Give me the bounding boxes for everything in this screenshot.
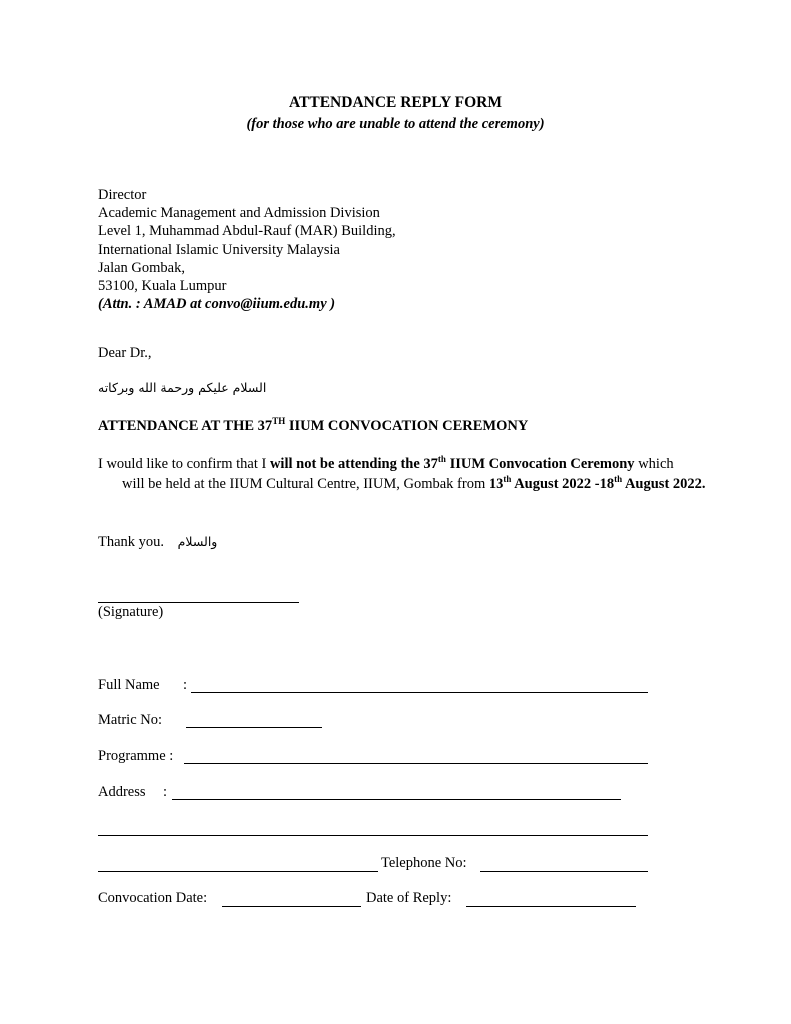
address-line: Director — [98, 187, 147, 203]
section-heading: ATTENDANCE AT THE 37TH IIUM CONVOCATION CEREMONY — [98, 416, 529, 434]
address-field-line-2[interactable] — [98, 835, 648, 836]
confirmation-paragraph — [98, 454, 706, 494]
arabic-closing: والسلام — [177, 534, 218, 549]
address-field-line-1[interactable] — [172, 799, 621, 800]
address-line: Academic Management and Admission Division — [98, 205, 380, 222]
address-line: International Islamic University Malaysia — [98, 241, 340, 258]
form-title: ATTENDANCE REPLY FORM — [289, 94, 502, 111]
address-label: Address — [98, 784, 146, 800]
salutation: Dear Dr., — [98, 345, 152, 361]
telephone-field[interactable] — [480, 871, 648, 872]
address-line: Level 1, Muhammad Abdul-Rauf (MAR) Building, — [98, 223, 396, 240]
convocation-date-field[interactable] — [222, 906, 361, 907]
full-name-colon: : — [183, 677, 188, 693]
convocation-date-label: Convocation Date: — [98, 890, 208, 906]
signature-line[interactable] — [98, 602, 299, 603]
telephone-label: Telephone No: — [381, 855, 467, 871]
date-of-reply-field[interactable] — [466, 906, 636, 907]
address-line: 53100, Kuala Lumpur — [98, 278, 227, 295]
full-name-field[interactable] — [191, 692, 648, 693]
full-name-label: Full Name — [98, 677, 160, 693]
programme-label: Programme : — [98, 748, 174, 764]
paragraph-line-1: I would like to confirm that I will not be attending the 37th IIUM Convocation Ceremony which — [98, 454, 674, 472]
signature-label: (Signature) — [98, 604, 164, 620]
address-colon: : — [163, 784, 168, 800]
address-line: Jalan Gombak, — [98, 259, 185, 276]
address-field-line-3[interactable] — [98, 871, 378, 872]
paragraph-line-2: will be held at the IIUM Cultural Centre, IIUM, Gombak from 13th August 2022 -18th August 2022. — [122, 474, 706, 492]
matric-field[interactable] — [186, 727, 322, 728]
arabic-greeting: السلام عليكم ورحمة الله وبركاته — [98, 380, 267, 395]
thank-you: Thank you. والسلام — [98, 534, 218, 550]
form-subtitle: (for those who are unable to attend the ceremony) — [246, 116, 545, 132]
recipient-address — [98, 186, 396, 313]
programme-field[interactable] — [184, 763, 648, 764]
attention-line: (Attn. : AMAD at convo@iium.edu.my ) — [98, 296, 336, 313]
date-of-reply-label: Date of Reply: — [366, 890, 452, 906]
matric-label: Matric No: — [98, 712, 163, 728]
